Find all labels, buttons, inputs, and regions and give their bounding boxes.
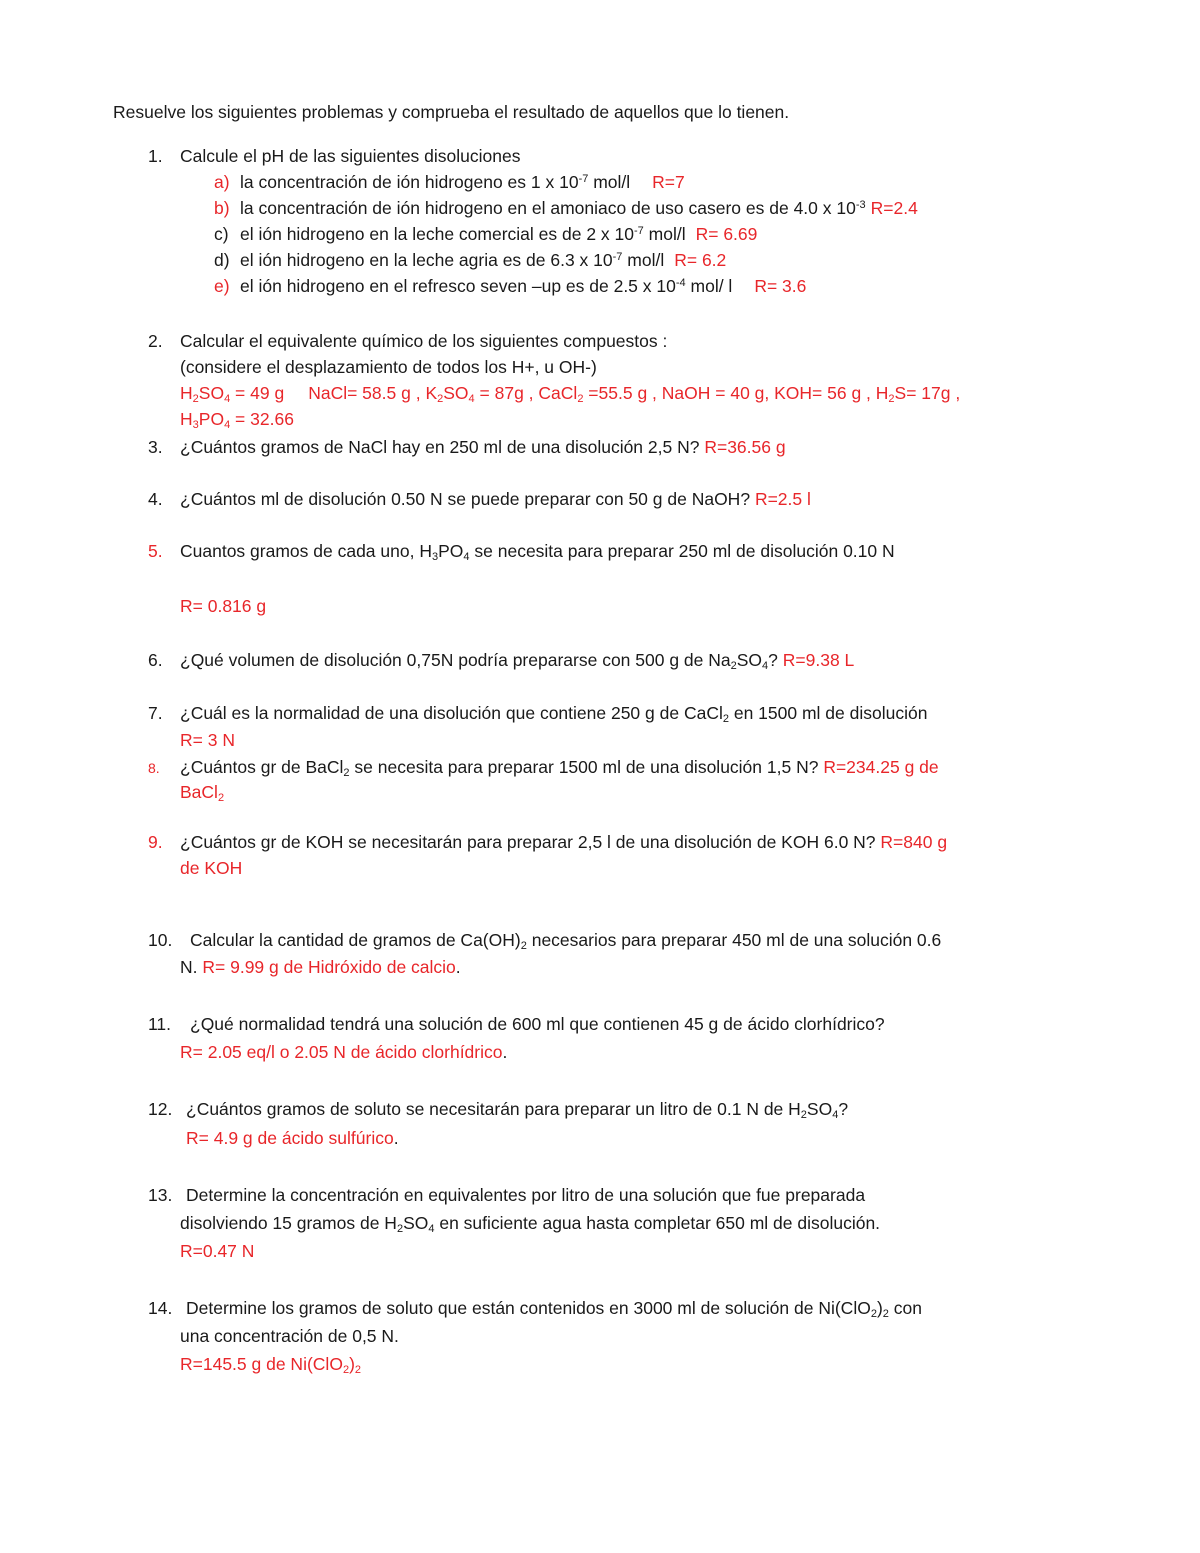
answer: R=234.25 g de bbox=[823, 757, 939, 777]
period: . bbox=[393, 1128, 399, 1148]
answer: R=36.56 g bbox=[704, 437, 786, 457]
answer: R= 6.2 bbox=[674, 250, 727, 270]
formula-part: K bbox=[425, 383, 438, 403]
formula-part: H bbox=[180, 409, 193, 429]
problem-11-answer bbox=[180, 1041, 507, 1063]
problem-text: en 1500 ml de disolución bbox=[728, 703, 928, 723]
formula-part: H bbox=[180, 383, 193, 403]
problem-number: 6. bbox=[148, 650, 163, 670]
problem-text: ¿Cuál es la normalidad de una disolución que contiene 250 g de CaCl bbox=[180, 703, 723, 723]
formula-part: BaCl bbox=[180, 782, 218, 802]
value: S= 17g , bbox=[894, 383, 961, 403]
subscript: 4 bbox=[224, 393, 231, 405]
exponent: -3 bbox=[855, 199, 866, 211]
answer: R=2.4 bbox=[870, 198, 918, 218]
subscript: 2 bbox=[437, 393, 444, 405]
problem-5 bbox=[148, 540, 895, 562]
item-unit: mol/l bbox=[588, 172, 631, 192]
item-letter: c) bbox=[214, 224, 229, 244]
value: NaCl= 58.5 g , bbox=[308, 383, 426, 403]
problem-text: necesarios para preparar 450 ml de una solución 0.6 bbox=[526, 930, 942, 950]
answer: R= 9.99 g de Hidróxido de calcio bbox=[202, 957, 456, 977]
item-letter: e) bbox=[214, 276, 230, 296]
subscript: 4 bbox=[463, 551, 470, 563]
exponent: -4 bbox=[675, 277, 686, 289]
answer: R= 4.9 g de ácido sulfúrico bbox=[186, 1128, 394, 1148]
problem-number: 3. bbox=[148, 437, 163, 457]
problem-number: 2. bbox=[148, 331, 163, 351]
problem-text: Cuantos gramos de cada uno, H bbox=[180, 541, 432, 561]
item-text: la concentración de ión hidrogeno es 1 x 10 bbox=[240, 172, 579, 192]
formula-part: H bbox=[875, 383, 889, 403]
problem-number: 7. bbox=[148, 703, 163, 723]
answer: R= 3.6 bbox=[754, 276, 807, 296]
problem-4 bbox=[148, 488, 811, 510]
exponent: -7 bbox=[634, 225, 644, 237]
problem-2-answers-cont bbox=[180, 408, 294, 430]
item-letter: d) bbox=[214, 250, 230, 270]
problem-9-answer-cont: de KOH bbox=[180, 858, 243, 878]
answer: R=2.5 l bbox=[754, 489, 811, 509]
problem-1-item-e bbox=[214, 275, 806, 297]
formula-part: PO bbox=[198, 409, 225, 429]
problem-number: 14. bbox=[148, 1298, 173, 1318]
problem-text: SO bbox=[736, 650, 763, 670]
problem-text: con bbox=[888, 1298, 922, 1318]
problem-8 bbox=[148, 756, 939, 779]
answer: R= 6.69 bbox=[695, 224, 758, 244]
period: . bbox=[455, 957, 461, 977]
problem-2 bbox=[148, 330, 667, 352]
problem-text: disolviendo 15 gramos de H bbox=[180, 1213, 397, 1233]
problem-number: 9. bbox=[148, 832, 163, 852]
item-unit: mol/ l bbox=[685, 276, 733, 296]
subscript: 2 bbox=[730, 660, 737, 672]
problem-text: Calcule el pH de las siguientes disoluciones bbox=[180, 146, 521, 166]
problem-13 bbox=[148, 1184, 865, 1206]
subscript: 3 bbox=[192, 419, 199, 431]
problem-7-answer: R= 3 N bbox=[180, 730, 235, 750]
problem-text: ¿Cuántos gramos de NaCl hay en 250 ml de una disolución 2,5 N? bbox=[180, 437, 700, 457]
formula-part: SO bbox=[443, 383, 469, 403]
problem-number: 11. bbox=[148, 1014, 172, 1034]
problem-10-cont bbox=[180, 956, 461, 978]
value: =55.5 g , bbox=[583, 383, 662, 403]
subscript: 4 bbox=[762, 660, 769, 672]
intro-text: Resuelve los siguientes problemas y comprueba el resultado de aquellos que lo tienen. bbox=[113, 102, 790, 122]
subscript: 2 bbox=[870, 1308, 877, 1320]
formula-part: R=145.5 g de Ni(ClO bbox=[180, 1354, 343, 1374]
problem-9 bbox=[148, 831, 947, 853]
problem-number: 13. bbox=[148, 1185, 173, 1205]
problem-text: se necesita para preparar 1500 ml de una disolución 1,5 N? bbox=[349, 757, 819, 777]
problem-text: ¿Qué volumen de disolución 0,75N podría prepararse con 500 g de Na bbox=[180, 650, 731, 670]
problem-8-answer-cont bbox=[180, 781, 224, 803]
subscript: 2 bbox=[888, 393, 895, 405]
problem-text: ? bbox=[768, 650, 778, 670]
problem-text: SO bbox=[806, 1099, 833, 1119]
problem-text: ¿Cuántos gr de BaCl bbox=[180, 757, 344, 777]
problem-text: Calcular la cantidad de gramos de Ca(OH) bbox=[190, 930, 521, 950]
problem-text: se necesita para preparar 250 ml de disolución 0.10 N bbox=[469, 541, 895, 561]
problem-14 bbox=[148, 1297, 922, 1319]
formula-part: CaCl bbox=[538, 383, 578, 403]
problem-number: 4. bbox=[148, 489, 163, 509]
subscript: 3 bbox=[431, 551, 439, 563]
value: = 32.66 bbox=[230, 409, 294, 429]
answer: R=840 g bbox=[880, 832, 948, 852]
subscript: 2 bbox=[217, 792, 225, 804]
subscript: 4 bbox=[832, 1109, 839, 1121]
subscript: 4 bbox=[428, 1223, 435, 1235]
subscript: 2 bbox=[577, 393, 584, 405]
problem-1-item-d bbox=[214, 249, 726, 271]
problem-text: ¿Cuántos ml de disolución 0.50 N se puede preparar con 50 g de NaOH? bbox=[180, 489, 751, 509]
problem-text: ¿Qué normalidad tendrá una solución de 600 ml que contienen 45 g de ácido clorhídrico? bbox=[190, 1014, 885, 1034]
period: . bbox=[502, 1042, 508, 1062]
problem-text: ) bbox=[876, 1298, 883, 1318]
problem-1-item-a bbox=[214, 171, 685, 193]
problem-number: 12. bbox=[148, 1099, 173, 1119]
problem-1-item-b bbox=[214, 197, 918, 219]
problem-text: ? bbox=[838, 1099, 849, 1119]
problem-text: N. bbox=[180, 957, 203, 977]
problem-text: SO bbox=[403, 1213, 429, 1233]
problem-number: 1. bbox=[148, 146, 163, 166]
exponent: -7 bbox=[578, 173, 589, 185]
subscript: 2 bbox=[520, 940, 527, 952]
subscript: 4 bbox=[468, 393, 475, 405]
problem-number: 5. bbox=[148, 541, 163, 561]
problem-1-item-c bbox=[214, 223, 757, 245]
problem-7 bbox=[148, 702, 927, 724]
subscript: 2 bbox=[192, 393, 199, 405]
problem-6 bbox=[148, 649, 854, 671]
subscript: 2 bbox=[800, 1109, 807, 1121]
answer: R=9.38 L bbox=[782, 650, 855, 670]
subscript: 2 bbox=[882, 1308, 889, 1320]
exponent: -7 bbox=[612, 251, 623, 263]
formula-part: ) bbox=[349, 1354, 355, 1374]
item-text: el ión hidrogeno en la leche agria es de 6.3 x 10 bbox=[240, 250, 613, 270]
problem-text: Calcular el equivalente químico de los siguientes compuestos : bbox=[180, 331, 668, 351]
problem-14-cont: una concentración de 0,5 N. bbox=[180, 1326, 399, 1346]
problem-13-answer: R=0.47 N bbox=[180, 1241, 255, 1261]
problem-text: Determine los gramos de soluto que están contenidos en 3000 ml de solución de Ni(ClO bbox=[186, 1298, 871, 1318]
subscript: 2 bbox=[342, 1364, 350, 1376]
subscript: 2 bbox=[354, 1364, 362, 1376]
problem-2-answers bbox=[180, 382, 960, 404]
problem-14-answer bbox=[180, 1353, 361, 1375]
item-text: el ión hidrogeno en la leche comercial es de 2 x 10 bbox=[240, 224, 634, 244]
item-text: el ión hidrogeno en el refresco seven –up es de 2.5 x 10 bbox=[240, 276, 676, 296]
problem-10 bbox=[148, 929, 941, 951]
problem-text: ¿Cuántos gr de KOH se necesitarán para preparar 2,5 l de una disolución de KOH 6.0 N? bbox=[180, 832, 876, 852]
problem-number: 10. bbox=[148, 930, 173, 950]
formula-part: SO bbox=[198, 383, 225, 403]
problem-13-cont bbox=[180, 1212, 880, 1234]
item-unit: mol/l bbox=[622, 250, 665, 270]
answer: R=7 bbox=[652, 172, 685, 192]
answer: R= 2.05 eq/l o 2.05 N de ácido clorhídrico bbox=[180, 1042, 503, 1062]
problem-12-answer bbox=[186, 1127, 399, 1149]
problem-number: 8. bbox=[148, 760, 160, 776]
item-letter: b) bbox=[214, 198, 230, 218]
problem-text: Determine la concentración en equivalentes por litro de una solución que fue preparada bbox=[186, 1185, 866, 1205]
value: NaOH = 40 g, KOH= 56 g , bbox=[661, 383, 876, 403]
problem-11 bbox=[148, 1013, 885, 1035]
item-text: la concentración de ión hidrogeno en el amoniaco de uso casero es de 4.0 x 10 bbox=[240, 198, 856, 218]
problem-text: PO bbox=[438, 541, 464, 561]
problem-3 bbox=[148, 436, 786, 458]
problem-12 bbox=[148, 1098, 848, 1120]
problem-1 bbox=[148, 145, 520, 167]
item-unit: mol/l bbox=[643, 224, 686, 244]
problem-5-answer: R= 0.816 g bbox=[180, 596, 267, 616]
subscript: 2 bbox=[396, 1223, 404, 1235]
problem-2-note: (considere el desplazamiento de todos los H+, u OH-) bbox=[180, 357, 597, 377]
item-letter: a) bbox=[214, 172, 230, 192]
value: = 87g , bbox=[474, 383, 539, 403]
subscript: 4 bbox=[224, 419, 231, 431]
subscript: 2 bbox=[343, 767, 350, 779]
value: = 49 g bbox=[230, 383, 285, 403]
problem-text: en suficiente agua hasta completar 650 ml de disolución. bbox=[434, 1213, 881, 1233]
subscript: 2 bbox=[722, 713, 729, 725]
problem-text: ¿Cuántos gramos de soluto se necesitarán para preparar un litro de 0.1 N de H bbox=[186, 1099, 801, 1119]
